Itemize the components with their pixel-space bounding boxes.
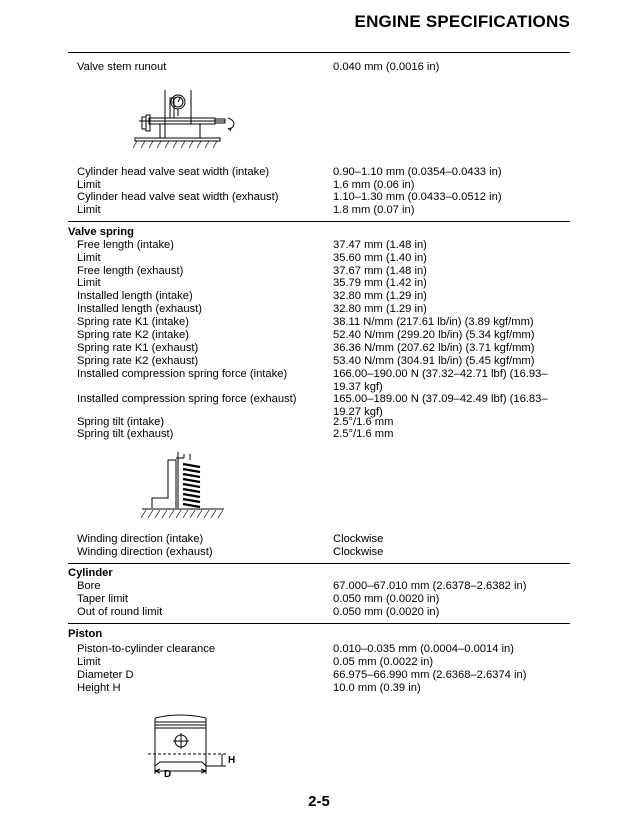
spec-value: 53.40 N/mm (304.91 lb/in) (5.45 kgf/mm) xyxy=(333,355,535,367)
spec-label: Piston-to-cylinder clearance xyxy=(77,643,216,655)
spec-label: Limit xyxy=(77,656,101,668)
spec-value: 0.90–1.10 mm (0.0354–0.0433 in) xyxy=(333,166,502,178)
spec-value: 32.80 mm (1.29 in) xyxy=(333,290,427,302)
section-divider xyxy=(68,563,570,564)
spec-label: Winding direction (exhaust) xyxy=(77,546,213,558)
spec-label: Spring rate K1 (intake) xyxy=(77,316,189,328)
spec-value: 52.40 N/mm (299.20 lb/in) (5.34 kgf/mm) xyxy=(333,329,535,341)
spec-label: Taper limit xyxy=(77,593,128,605)
spec-value: 35.79 mm (1.42 in) xyxy=(333,277,427,289)
spec-label: Cylinder head valve seat width (exhaust) xyxy=(77,191,279,203)
spec-label: Free length (intake) xyxy=(77,239,175,251)
spec-label: Spring rate K1 (exhaust) xyxy=(77,342,199,354)
spec-value: 37.47 mm (1.48 in) xyxy=(333,239,427,251)
spec-label: Limit xyxy=(77,179,101,191)
spec-label: Spring rate K2 (intake) xyxy=(77,329,189,341)
spec-label: Bore xyxy=(77,580,101,592)
spec-label: Height H xyxy=(77,682,121,694)
spec-value: 66.975–66.990 mm (2.6368–2.6374 in) xyxy=(333,669,527,681)
spec-label: Out of round limit xyxy=(77,606,163,618)
spec-value: 166.00–190.00 N (37.32–42.71 lbf) (16.93–19.37 kgf) xyxy=(333,368,548,393)
spec-value: 35.60 mm (1.40 in) xyxy=(333,252,427,264)
spec-label: Valve stem runout xyxy=(77,61,167,73)
spec-label: Diameter D xyxy=(77,669,134,681)
spec-value: 38.11 N/mm (217.61 lb/in) (3.89 kgf/mm) xyxy=(333,316,534,328)
spring-tilt-illustration xyxy=(138,450,228,526)
spec-value: 0.050 mm (0.0020 in) xyxy=(333,606,440,618)
section-divider xyxy=(68,221,570,222)
height-h-label: H xyxy=(228,755,236,766)
runout-gauge-illustration xyxy=(125,88,250,154)
header-rule xyxy=(68,52,570,53)
spec-value: Clockwise xyxy=(333,546,384,558)
spec-value: 67.000–67.010 mm (2.6378–2.6382 in) xyxy=(333,580,527,592)
spec-value: 0.040 mm (0.0016 in) xyxy=(333,61,440,73)
page-number: 2-5 xyxy=(308,793,330,810)
spec-label: Spring rate K2 (exhaust) xyxy=(77,355,199,367)
spec-value: 0.010–0.035 mm (0.0004–0.0014 in) xyxy=(333,643,514,655)
spec-label: Installed length (intake) xyxy=(77,290,193,302)
spec-value: 2.5°/1.6 mm xyxy=(333,416,394,428)
piston-dimension-illustration xyxy=(140,710,250,780)
diameter-d-label: D xyxy=(164,769,172,780)
section-title-valve-spring: Valve spring xyxy=(68,226,134,238)
section-divider xyxy=(68,623,570,624)
spec-value: 2.5°/1.6 mm xyxy=(333,428,394,440)
spec-label: Free length (exhaust) xyxy=(77,265,184,277)
spec-label: Installed compression spring force (exhaust) xyxy=(77,393,297,405)
spec-value: 0.05 mm (0.0022 in) xyxy=(333,656,434,668)
spec-value: 32.80 mm (1.29 in) xyxy=(333,303,427,315)
spec-value: 36.36 N/mm (207.62 lb/in) (3.71 kgf/mm) xyxy=(333,342,535,354)
spec-label: Installed compression spring force (intake) xyxy=(77,368,288,380)
section-title-cylinder: Cylinder xyxy=(68,567,113,579)
spec-value: 37.67 mm (1.48 in) xyxy=(333,265,427,277)
spec-label: Spring tilt (intake) xyxy=(77,416,165,428)
section-title-piston: Piston xyxy=(68,628,103,640)
spec-value: 0.050 mm (0.0020 in) xyxy=(333,593,440,605)
spec-value: 165.00–189.00 N (37.09–42.49 lbf) (16.83–19.27 kgf) xyxy=(333,393,548,418)
spec-value: Clockwise xyxy=(333,533,384,545)
spec-label: Limit xyxy=(77,252,101,264)
spec-value: 1.6 mm (0.06 in) xyxy=(333,179,415,191)
page-title: ENGINE SPECIFICATIONS xyxy=(354,12,570,31)
spec-label: Limit xyxy=(77,204,101,216)
spec-value: 1.8 mm (0.07 in) xyxy=(333,204,415,216)
spec-label: Winding direction (intake) xyxy=(77,533,204,545)
spec-label: Limit xyxy=(77,277,101,289)
spec-label: Cylinder head valve seat width (intake) xyxy=(77,166,270,178)
spec-value: 10.0 mm (0.39 in) xyxy=(333,682,421,694)
spec-label: Spring tilt (exhaust) xyxy=(77,428,174,440)
spec-value: 1.10–1.30 mm (0.0433–0.0512 in) xyxy=(333,191,502,203)
spec-label: Installed length (exhaust) xyxy=(77,303,203,315)
